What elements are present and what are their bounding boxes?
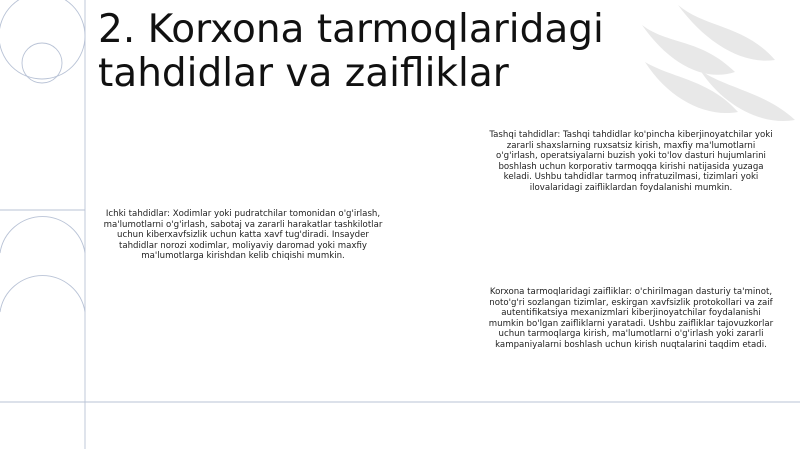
title-line-1: 2. Korxona tarmoqlaridagi	[98, 7, 604, 52]
page-title	[98, 8, 604, 96]
title-line-2: tahdidlar va zaifliklar	[98, 51, 509, 96]
internal-threats-text: Ichki tahdidlar: Xodimlar yoki pudratchilar tomonidan o'g'irlash, ma'lumotlarni o'g'irlash, sabotaj va zararli harakatlar tashkilotlar uchun kiberxavfsizlik uchun katta xavf tug'diradi. Insayder tahdidlar norozi xodimlar, moliyaviy daromad yoki maxfiy ma'lumotlarga kirishdan kelib chiqishi mumkin.	[103, 209, 383, 262]
deco-circle-outer	[0, 0, 85, 79]
external-threats-text: Tashqi tahdidlar: Tashqi tahdidlar ko'pincha kiberjinoyatchilar yoki zararli shaxslarning ruxsatsiz kirish, maxfiy ma'lumotlarni o'g'irlash, operatsiyalarni buzish yoki to'lov dasturi hujumlarini boshlash uchun korporativ tarmoqqa kirishi natijasida yuzaga keladi. Ushbu tahdidlar tarmoq infratuzilmasi, tizimlari yoki ilovalaridagi zaifliklardan foydalanishi mumkin.	[489, 130, 773, 193]
deco-arch-upper	[0, 217, 85, 253]
vulnerabilities-text: Korxona tarmoqlaridagi zaifliklar: o'chirilmagan dasturiy ta'minot, noto'g'ri sozlangan tizimlar, eskirgan xavfsizlik protokollari va zaif autentifikatsiya mexanizmlari kiberjinoyatchilar foydalanishi mumkin bo'lgan zaifliklarni yaratadi. Ushbu zaifliklar tajovuzkorlar uchun tarmoqlarga kirish, ma'lumotlarni o'g'irlash yoki zararli kampaniyalarni boshlash uchun kirish nuqtalarini taqdim etadi.	[488, 287, 774, 350]
deco-arch-lower	[0, 276, 85, 312]
deco-circle-inner	[22, 43, 62, 83]
leaf-watermark-icon	[642, 5, 795, 121]
